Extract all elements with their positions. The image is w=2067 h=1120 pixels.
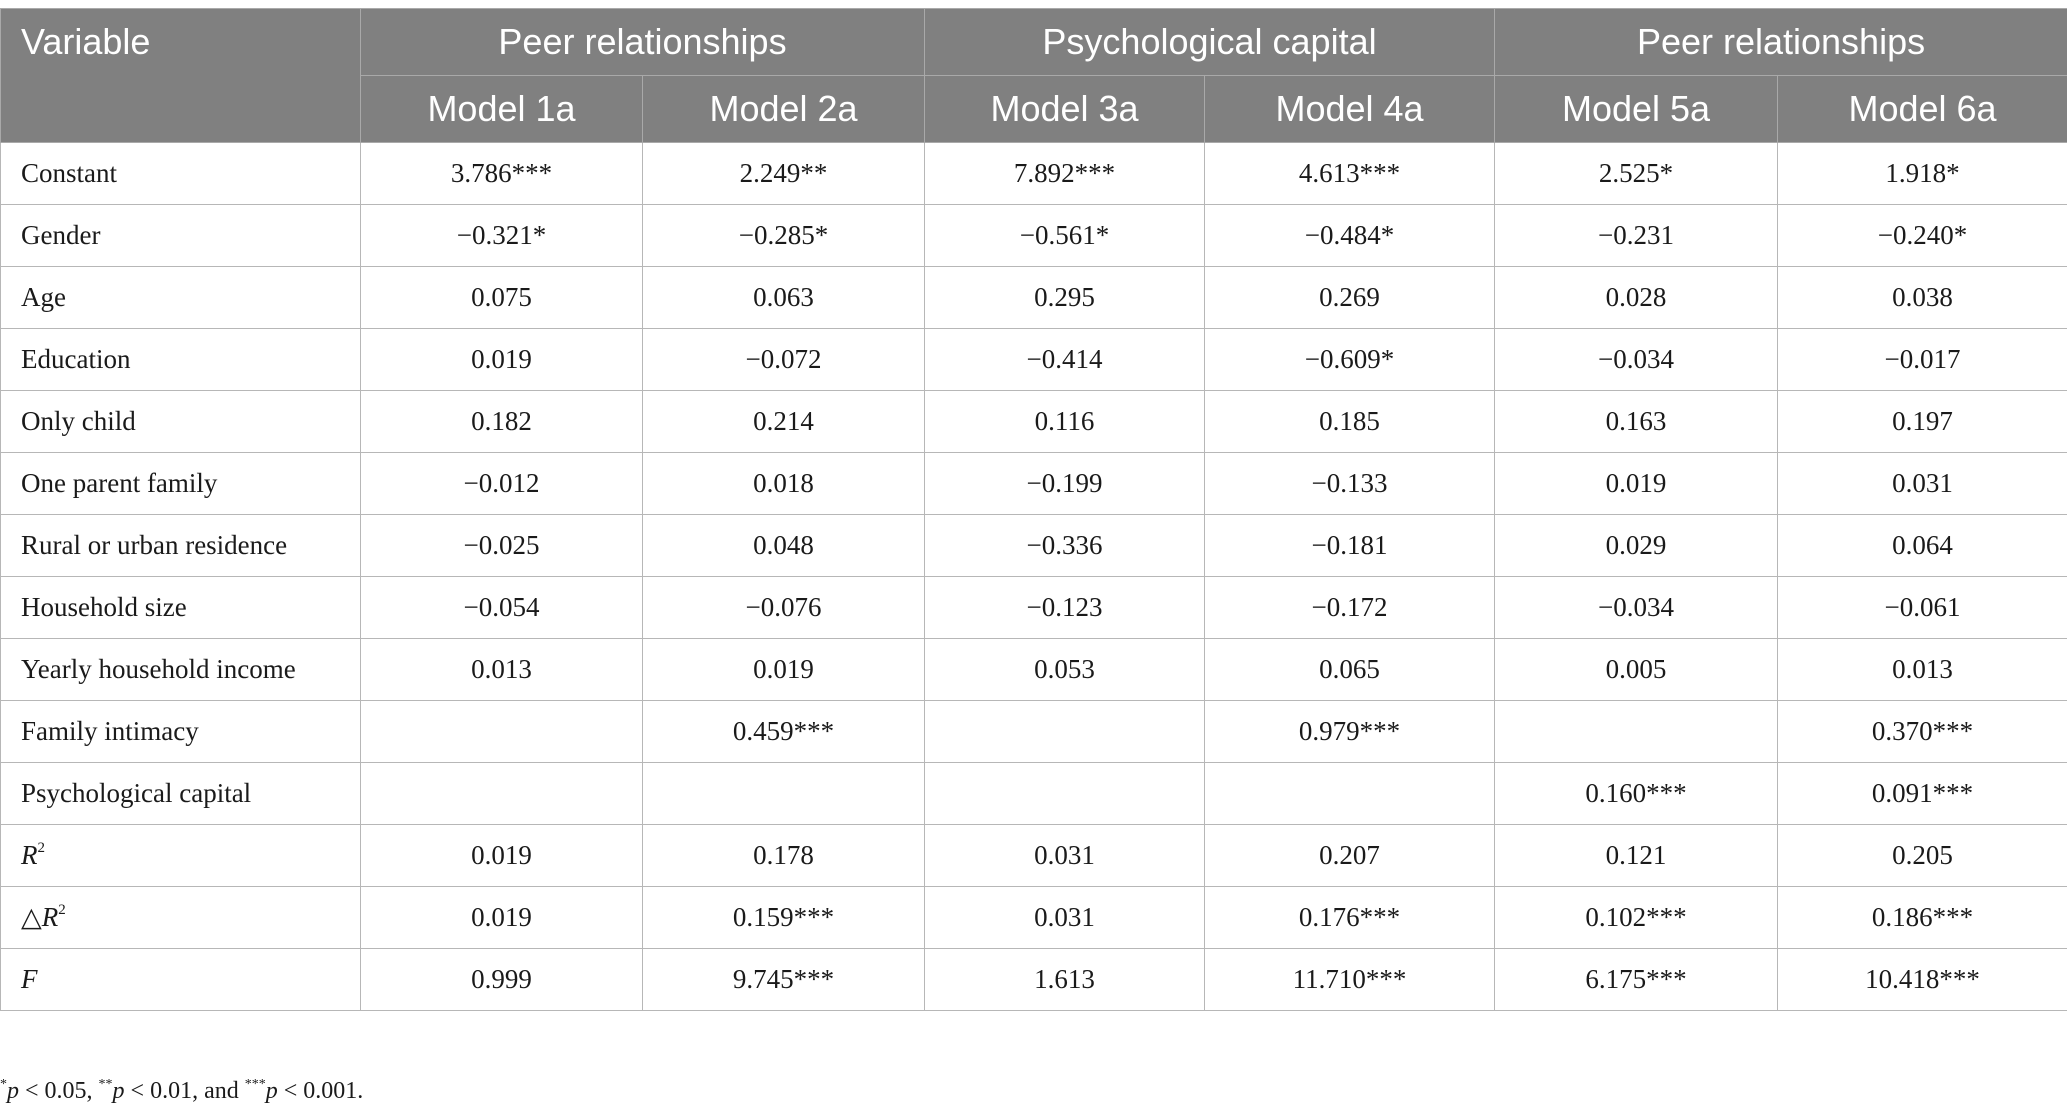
table-cell: 0.116 (925, 391, 1205, 453)
table-row (1, 887, 2067, 949)
row-label: Only child (1, 391, 361, 453)
footnote-p-2: p (112, 1078, 125, 1104)
table-cell: 0.185 (1205, 391, 1495, 453)
table-cell: 0.163 (1495, 391, 1778, 453)
table-row (1, 329, 2067, 391)
model-header-3a: Model 3a (925, 76, 1205, 143)
table-cell (361, 763, 643, 825)
statistic-superscript: 2 (37, 840, 45, 856)
table-cell: 0.370*** (1778, 701, 2067, 763)
row-label: Constant (1, 143, 361, 205)
footnote-p-1: p (7, 1078, 19, 1104)
table-row (1, 701, 2067, 763)
table-cell: 10.418*** (1778, 949, 2067, 1011)
row-label: One parent family (1, 453, 361, 515)
model-header-5a: Model 5a (1495, 76, 1778, 143)
table-cell (925, 763, 1205, 825)
table-cell: 0.182 (361, 391, 643, 453)
table-cell: 0.019 (361, 887, 643, 949)
table-cell: 0.207 (1205, 825, 1495, 887)
footnote-threshold-1: < 0.05, (19, 1078, 99, 1104)
table-cell: 2.249** (643, 143, 925, 205)
table-cell: 0.018 (643, 453, 925, 515)
table-cell: 0.065 (1205, 639, 1495, 701)
table-cell: 0.019 (1495, 453, 1778, 515)
table-cell: 0.031 (925, 825, 1205, 887)
row-label: Age (1, 267, 361, 329)
model-header-1a: Model 1a (361, 76, 643, 143)
table-cell: −0.414 (925, 329, 1205, 391)
table-cell: 0.160*** (1495, 763, 1778, 825)
table-row (1, 143, 2067, 205)
table-cell: −0.321* (361, 205, 643, 267)
table-cell: 0.205 (1778, 825, 2067, 887)
footnote-symbol-3: *** (244, 1077, 266, 1092)
table-cell: 0.269 (1205, 267, 1495, 329)
table-cell: −0.034 (1495, 577, 1778, 639)
table-cell: 0.186*** (1778, 887, 2067, 949)
table-cell: −0.240* (1778, 205, 2067, 267)
group-header-peer-relationships-1: Peer relationships (361, 9, 925, 76)
table-row (1, 949, 2067, 1011)
table-cell: 11.710*** (1205, 949, 1495, 1011)
table-cell: 0.075 (361, 267, 643, 329)
table-row (1, 391, 2067, 453)
table-cell: 0.038 (1778, 267, 2067, 329)
table-cell: 0.013 (361, 639, 643, 701)
table-cell: 0.064 (1778, 515, 2067, 577)
table-cell: −0.017 (1778, 329, 2067, 391)
table-cell (1495, 701, 1778, 763)
table-cell: −0.609* (1205, 329, 1495, 391)
table-cell: 0.019 (361, 329, 643, 391)
statistic-symbol: F (21, 964, 38, 994)
table-cell: 0.005 (1495, 639, 1778, 701)
group-header-peer-relationships-2: Peer relationships (1495, 9, 2067, 76)
footnote-threshold-3: < 0.001. (277, 1078, 364, 1104)
table-cell: 1.613 (925, 949, 1205, 1011)
table-cell: −0.025 (361, 515, 643, 577)
table-cell: 0.459*** (643, 701, 925, 763)
table-cell: 0.091*** (1778, 763, 2067, 825)
table-cell: 7.892*** (925, 143, 1205, 205)
regression-table (0, 8, 2067, 1011)
table-cell: 4.613*** (1205, 143, 1495, 205)
table-row (1, 267, 2067, 329)
table-cell: 0.979*** (1205, 701, 1495, 763)
table-cell: 2.525* (1495, 143, 1778, 205)
group-header-row (1, 9, 2067, 76)
table-cell: −0.561* (925, 205, 1205, 267)
table-row (1, 453, 2067, 515)
table-cell: 0.019 (643, 639, 925, 701)
table-cell: 0.178 (643, 825, 925, 887)
table-cell: −0.199 (925, 453, 1205, 515)
variable-header: Variable (1, 9, 361, 143)
table-cell: 0.214 (643, 391, 925, 453)
table-row (1, 515, 2067, 577)
row-label: Household size (1, 577, 361, 639)
table-cell (643, 763, 925, 825)
table-cell: −0.034 (1495, 329, 1778, 391)
footnote-threshold-2: < 0.01, and (124, 1078, 245, 1104)
table-body (1, 143, 2067, 1011)
table-cell: −0.285* (643, 205, 925, 267)
table-cell: −0.231 (1495, 205, 1778, 267)
table-row (1, 763, 2067, 825)
table-cell: 0.031 (925, 887, 1205, 949)
table-cell: −0.012 (361, 453, 643, 515)
model-header-4a: Model 4a (1205, 76, 1495, 143)
footnote-symbol-1: * (0, 1077, 7, 1092)
table-row (1, 577, 2067, 639)
table-cell: −0.061 (1778, 577, 2067, 639)
group-header-psychological-capital: Psychological capital (925, 9, 1495, 76)
row-label (1, 887, 361, 949)
table-cell: 0.031 (1778, 453, 2067, 515)
table-header (1, 9, 2067, 143)
statistic-symbol: R (21, 840, 38, 870)
table-cell: 0.048 (643, 515, 925, 577)
table-cell: 0.102*** (1495, 887, 1778, 949)
table-row (1, 639, 2067, 701)
table-cell: 0.176*** (1205, 887, 1495, 949)
table-cell: 0.029 (1495, 515, 1778, 577)
significance-footnote (0, 1078, 363, 1105)
table-cell: 6.175*** (1495, 949, 1778, 1011)
model-header-2a: Model 2a (643, 76, 925, 143)
row-label: Yearly household income (1, 639, 361, 701)
table-cell: 1.918* (1778, 143, 2067, 205)
footnote-symbol-2: ** (98, 1077, 113, 1092)
statistic-superscript: 2 (58, 902, 66, 918)
table-cell: −0.484* (1205, 205, 1495, 267)
table-row (1, 205, 2067, 267)
table-cell: 0.019 (361, 825, 643, 887)
delta-symbol: △ (21, 902, 42, 932)
row-label: Family intimacy (1, 701, 361, 763)
row-label: Rural or urban residence (1, 515, 361, 577)
model-header-6a: Model 6a (1778, 76, 2067, 143)
table-cell: −0.133 (1205, 453, 1495, 515)
table-cell: 3.786*** (361, 143, 643, 205)
table-cell: −0.172 (1205, 577, 1495, 639)
table-cell: 0.053 (925, 639, 1205, 701)
row-label: Psychological capital (1, 763, 361, 825)
footnote-p-3: p (265, 1078, 278, 1104)
table-cell: 0.121 (1495, 825, 1778, 887)
table-cell: 0.197 (1778, 391, 2067, 453)
table-cell: −0.181 (1205, 515, 1495, 577)
statistic-symbol: R (41, 902, 59, 932)
table-row (1, 825, 2067, 887)
row-label: Education (1, 329, 361, 391)
table-cell: −0.336 (925, 515, 1205, 577)
table-cell: −0.072 (643, 329, 925, 391)
table-cell (925, 701, 1205, 763)
table-cell: 9.745*** (643, 949, 925, 1011)
table-cell: 0.063 (643, 267, 925, 329)
table-cell (361, 701, 643, 763)
table-cell: 0.295 (925, 267, 1205, 329)
table-cell: −0.054 (361, 577, 643, 639)
table-cell: −0.076 (643, 577, 925, 639)
table-cell: 0.028 (1495, 267, 1778, 329)
table-cell: 0.999 (361, 949, 643, 1011)
table-cell: 0.159*** (643, 887, 925, 949)
table-cell: 0.013 (1778, 639, 2067, 701)
row-label (1, 949, 361, 1011)
table-cell (1205, 763, 1495, 825)
row-label: Gender (1, 205, 361, 267)
table-cell: −0.123 (925, 577, 1205, 639)
row-label (1, 825, 361, 887)
